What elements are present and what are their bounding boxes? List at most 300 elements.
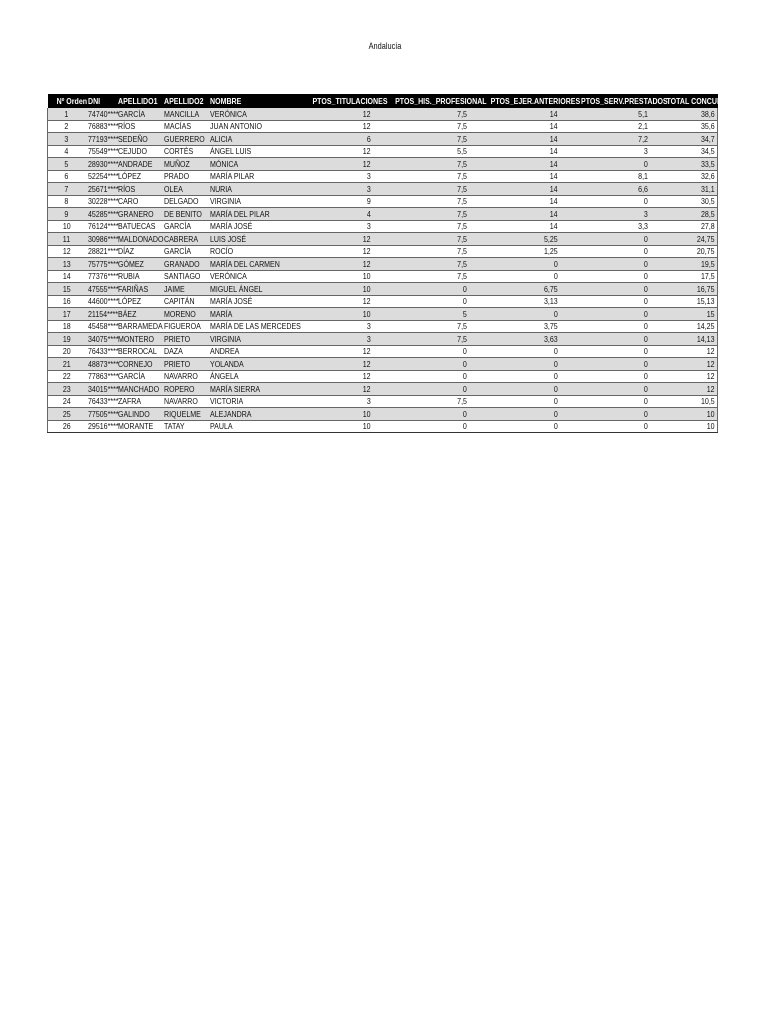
cell-ptos-serv-prestados: 0 (560, 395, 650, 408)
table-row (48, 320, 718, 333)
cell-total-concurso: 30,5 (650, 195, 718, 208)
cell-apellido1: MANCHADO (116, 383, 162, 396)
cell-orden: 5 (48, 158, 86, 171)
cell-apellido1: RÍOS (116, 183, 162, 196)
table-row (48, 108, 718, 120)
cell-apellido2: PRADO (162, 170, 208, 183)
cell-ptos-his-profesional: 7,5 (373, 208, 469, 221)
cell-ptos-ejer-anteriores: 14 (469, 133, 560, 146)
table-row (48, 420, 718, 433)
cell-nombre: MARÍA JOSÉ (208, 220, 294, 233)
cell-ptos-serv-prestados: 0 (560, 158, 650, 171)
table-row (48, 158, 718, 171)
cell-nombre: YOLANDA (208, 358, 294, 371)
cell-nombre: VICTORIA (208, 395, 294, 408)
cell-ptos-his-profesional: 7,5 (373, 245, 469, 258)
cell-ptos-serv-prestados: 2,1 (560, 120, 650, 133)
cell-nombre: VIRGINIA (208, 195, 294, 208)
cell-dni: 75775**** (87, 258, 119, 269)
cell-dni: 77505**** (87, 408, 119, 419)
cell-apellido1: BÁEZ (116, 308, 162, 321)
table-row (48, 408, 718, 421)
cell-ptos-serv-prestados: 0 (560, 308, 650, 321)
cell-orden: 18 (48, 320, 86, 333)
cell-apellido2: PRIETO (162, 333, 208, 346)
cell-apellido1: GALINDO (116, 408, 162, 421)
cell-apellido2: GRANADO (162, 258, 208, 271)
table-row (48, 233, 718, 246)
cell-ptos-titulaciones: 12 (294, 295, 373, 308)
cell-nombre: ALICIA (208, 133, 294, 146)
cell-orden: 4 (48, 145, 86, 158)
cell-total-concurso: 12 (650, 345, 718, 358)
cell-nombre: NURIA (208, 183, 294, 196)
table-row (48, 245, 718, 258)
cell-ptos-ejer-anteriores: 0 (469, 370, 560, 383)
cell-total-concurso: 14,13 (650, 333, 718, 346)
cell-apellido1: ZAFRA (116, 395, 162, 408)
cell-ptos-ejer-anteriores: 14 (469, 120, 560, 133)
cell-ptos-titulaciones: 9 (294, 195, 373, 208)
cell-total-concurso: 33,5 (650, 158, 718, 171)
cell-apellido2: FIGUEROA (162, 320, 208, 333)
cell-ptos-ejer-anteriores: 14 (469, 195, 560, 208)
cell-ptos-titulaciones: 12 (294, 108, 373, 120)
cell-apellido1: GRANERO (116, 208, 162, 221)
cell-ptos-his-profesional: 7,5 (373, 220, 469, 233)
cell-ptos-serv-prestados: 0 (560, 245, 650, 258)
cell-apellido2: OLEA (162, 183, 208, 196)
cell-orden: 12 (48, 245, 86, 258)
cell-dni: 28930**** (87, 158, 119, 169)
cell-ptos-titulaciones: 3 (294, 395, 373, 408)
cell-ptos-serv-prestados: 3,3 (560, 220, 650, 233)
cell-dni: 77376**** (87, 271, 119, 282)
cell-dni: 28821**** (87, 246, 119, 257)
cell-nombre: MARÍA SIERRA (208, 383, 294, 396)
cell-total-concurso: 17,5 (650, 270, 718, 283)
table-row (48, 308, 718, 321)
cell-dni: 47555**** (87, 283, 119, 294)
table-header-row (48, 94, 718, 108)
cell-apellido1: MORANTE (116, 420, 162, 433)
header-total-concurso: TOTAL CONCURSO (650, 94, 718, 108)
cell-dni: 34075**** (87, 333, 119, 344)
cell-orden: 20 (48, 345, 86, 358)
cell-dni: 76433**** (87, 346, 119, 357)
cell-ptos-serv-prestados: 0 (560, 195, 650, 208)
table-row (48, 383, 718, 396)
cell-ptos-his-profesional: 0 (373, 358, 469, 371)
cell-apellido2: JAIME (162, 283, 208, 296)
header-ptos-ejer-anteriores: PTOS_EJER.ANTERIORES (469, 94, 560, 108)
cell-ptos-serv-prestados: 5,1 (560, 108, 650, 120)
cell-orden: 10 (48, 220, 86, 233)
cell-ptos-titulaciones: 3 (294, 333, 373, 346)
header-ptos-titulaciones: PTOS_TITULACIONES (294, 94, 373, 108)
cell-apellido1: MALDONADO (117, 233, 163, 244)
cell-ptos-serv-prestados: 7,2 (560, 133, 650, 146)
cell-ptos-titulaciones: 12 (294, 120, 373, 133)
cell-orden: 8 (48, 195, 86, 208)
cell-ptos-ejer-anteriores: 14 (469, 208, 560, 221)
cell-total-concurso: 31,1 (650, 183, 718, 196)
cell-dni: 77863**** (87, 371, 119, 382)
cell-ptos-ejer-anteriores: 0 (469, 395, 560, 408)
cell-orden: 25 (48, 408, 86, 421)
cell-ptos-his-profesional: 7,5 (373, 183, 469, 196)
cell-orden: 11 (48, 233, 86, 246)
cell-ptos-ejer-anteriores: 3,13 (469, 295, 560, 308)
cell-orden: 9 (48, 208, 86, 221)
cell-total-concurso: 14,25 (650, 320, 718, 333)
cell-orden: 13 (48, 258, 86, 271)
cell-ptos-his-profesional: 7,5 (373, 233, 469, 246)
table-row (48, 345, 718, 358)
cell-ptos-his-profesional: 5,5 (373, 145, 469, 158)
cell-ptos-his-profesional: 7,5 (373, 133, 469, 146)
cell-nombre: MIGUEL ÁNGEL (208, 283, 294, 296)
cell-nombre: MARÍA DE LAS MERCEDES (209, 321, 301, 332)
cell-nombre: ÁNGEL LUIS (208, 145, 294, 158)
cell-total-concurso: 10 (650, 408, 718, 421)
cell-total-concurso: 38,6 (650, 108, 718, 120)
cell-nombre: MARÍA PILAR (208, 170, 294, 183)
cell-ptos-ejer-anteriores: 14 (469, 145, 560, 158)
cell-dni: 48873**** (87, 358, 119, 369)
cell-apellido1: CEJUDO (116, 145, 162, 158)
cell-dni: 75549**** (87, 146, 119, 157)
table-row (48, 220, 718, 233)
cell-ptos-his-profesional: 0 (373, 420, 469, 433)
cell-apellido1: GARCÍA (116, 370, 162, 383)
cell-total-concurso: 24,75 (650, 233, 718, 246)
cell-apellido2: CAPITÁN (162, 295, 208, 308)
cell-nombre: MARÍA DEL CARMEN (208, 258, 294, 271)
cell-nombre: JUAN ANTONIO (208, 120, 294, 133)
cell-ptos-his-profesional: 7,5 (373, 333, 469, 346)
cell-total-concurso: 32,6 (650, 170, 718, 183)
cell-dni: 74740**** (87, 108, 119, 119)
cell-ptos-ejer-anteriores: 3,75 (469, 320, 560, 333)
header-apellido2: APELLIDO2 (162, 94, 208, 108)
cell-total-concurso: 12 (650, 370, 718, 383)
cell-apellido1: RÍOS (116, 120, 162, 133)
cell-nombre: ROCÍO (208, 245, 294, 258)
cell-dni: 76433**** (87, 396, 119, 407)
table-row (48, 258, 718, 271)
cell-ptos-ejer-anteriores: 0 (469, 308, 560, 321)
cell-ptos-titulaciones: 3 (294, 183, 373, 196)
cell-ptos-serv-prestados: 0 (560, 333, 650, 346)
cell-total-concurso: 35,6 (650, 120, 718, 133)
cell-ptos-ejer-anteriores: 14 (469, 158, 560, 171)
cell-apellido1: CORNEJO (116, 358, 162, 371)
cell-dni: 21154**** (87, 308, 118, 319)
cell-ptos-titulaciones: 3 (294, 170, 373, 183)
cell-apellido2: GARCÍA (162, 220, 208, 233)
cell-ptos-titulaciones: 4 (294, 208, 373, 221)
cell-orden: 24 (48, 395, 86, 408)
cell-ptos-titulaciones: 12 (294, 145, 373, 158)
cell-ptos-serv-prestados: 0 (560, 270, 650, 283)
table-row (48, 120, 718, 133)
cell-apellido1: BARRAMEDA (117, 321, 163, 332)
cell-ptos-serv-prestados: 0 (560, 258, 650, 271)
cell-apellido1: DÍAZ (116, 245, 162, 258)
cell-ptos-his-profesional: 7,5 (373, 170, 469, 183)
cell-apellido1: ANDRADE (116, 158, 162, 171)
cell-ptos-titulaciones: 10 (294, 270, 373, 283)
cell-apellido1: RUBIA (116, 270, 162, 283)
cell-orden: 26 (48, 420, 86, 433)
cell-ptos-ejer-anteriores: 0 (469, 383, 560, 396)
cell-ptos-ejer-anteriores: 14 (469, 220, 560, 233)
table-row (48, 333, 718, 346)
cell-ptos-his-profesional: 7,5 (373, 395, 469, 408)
cell-ptos-titulaciones: 10 (294, 308, 373, 321)
results-table (47, 94, 732, 433)
cell-nombre: VERÓNICA (208, 108, 294, 120)
cell-ptos-titulaciones: 3 (294, 220, 373, 233)
cell-ptos-titulaciones: 12 (294, 233, 373, 246)
cell-apellido1: FARIÑAS (116, 283, 162, 296)
cell-ptos-ejer-anteriores: 1,25 (469, 245, 560, 258)
cell-ptos-ejer-anteriores: 0 (469, 420, 560, 433)
cell-ptos-titulaciones: 12 (294, 245, 373, 258)
cell-apellido2: MACÍAS (162, 120, 208, 133)
cell-apellido2: DE BENITO (162, 208, 208, 221)
cell-ptos-his-profesional: 7,5 (373, 158, 469, 171)
page-title: Andalucía (368, 41, 402, 51)
cell-orden: 19 (48, 333, 86, 346)
cell-ptos-serv-prestados: 0 (560, 295, 650, 308)
cell-ptos-serv-prestados: 0 (560, 283, 650, 296)
cell-ptos-serv-prestados: 3 (560, 208, 650, 221)
cell-apellido2: GUERRERO (162, 133, 208, 146)
cell-nombre: MARÍA (208, 308, 294, 321)
cell-apellido2: ROPERO (162, 383, 208, 396)
cell-ptos-titulaciones: 12 (294, 383, 373, 396)
cell-apellido1: LÓPEZ (116, 170, 162, 183)
table-row (48, 358, 718, 371)
cell-ptos-titulaciones: 12 (294, 345, 373, 358)
cell-ptos-ejer-anteriores: 6,75 (469, 283, 560, 296)
cell-ptos-his-profesional: 7,5 (373, 120, 469, 133)
cell-orden: 3 (48, 133, 86, 146)
cell-ptos-serv-prestados: 0 (560, 383, 650, 396)
cell-ptos-his-profesional: 7,5 (373, 320, 469, 333)
table-row (48, 183, 718, 196)
table-row (48, 170, 718, 183)
cell-total-concurso: 16,75 (650, 283, 718, 296)
cell-ptos-serv-prestados: 0 (560, 320, 650, 333)
cell-apellido2: MORENO (162, 308, 208, 321)
header-dni: DNI (86, 94, 116, 108)
cell-total-concurso: 34,5 (650, 145, 718, 158)
cell-ptos-his-profesional: 5 (373, 308, 469, 321)
cell-orden: 2 (48, 120, 86, 133)
cell-total-concurso: 34,7 (650, 133, 718, 146)
cell-total-concurso: 15 (650, 308, 718, 321)
cell-apellido2: MANCILLA (162, 108, 208, 120)
cell-dni: 29516**** (87, 421, 119, 432)
table-row (48, 270, 718, 283)
cell-apellido2: CORTÉS (162, 145, 208, 158)
cell-ptos-his-profesional: 0 (373, 370, 469, 383)
cell-ptos-ejer-anteriores: 0 (469, 270, 560, 283)
cell-apellido1: BERROCAL (116, 345, 162, 358)
cell-ptos-titulaciones: 12 (294, 158, 373, 171)
cell-ptos-serv-prestados: 0 (560, 420, 650, 433)
table-body (48, 108, 718, 433)
cell-dni: 76124**** (87, 221, 119, 232)
cell-total-concurso: 20,75 (650, 245, 718, 258)
header-orden: Nº Orden (48, 94, 86, 108)
cell-ptos-his-profesional: 0 (373, 408, 469, 421)
cell-total-concurso: 27,8 (650, 220, 718, 233)
header-ptos-his-profesional: PTOS_HIS._PROFESIONAL (373, 94, 469, 108)
cell-orden: 1 (48, 108, 86, 120)
cell-apellido2: DAZA (162, 345, 208, 358)
cell-ptos-serv-prestados: 0 (560, 370, 650, 383)
cell-orden: 17 (48, 308, 86, 321)
cell-apellido2: NAVARRO (162, 370, 208, 383)
cell-ptos-his-profesional: 0 (373, 283, 469, 296)
cell-ptos-his-profesional: 0 (373, 383, 469, 396)
cell-ptos-serv-prestados: 0 (560, 233, 650, 246)
cell-apellido1: MONTERO (116, 333, 162, 346)
cell-apellido2: PRIETO (162, 358, 208, 371)
cell-apellido2: NAVARRO (162, 395, 208, 408)
cell-nombre: VERÓNICA (208, 270, 294, 283)
cell-ptos-titulaciones: 10 (294, 283, 373, 296)
cell-ptos-his-profesional: 7,5 (373, 270, 469, 283)
cell-ptos-ejer-anteriores: 3,63 (469, 333, 560, 346)
table-row (48, 295, 718, 308)
cell-ptos-titulaciones: 12 (294, 258, 373, 271)
cell-nombre: PAULA (208, 420, 294, 433)
cell-apellido1: GÓMEZ (116, 258, 162, 271)
cell-orden: 23 (48, 383, 86, 396)
cell-apellido2: DELGADO (162, 195, 208, 208)
cell-orden: 15 (48, 283, 86, 296)
cell-ptos-titulaciones: 6 (294, 133, 373, 146)
cell-dni: 25671**** (87, 183, 119, 194)
cell-dni: 45285**** (87, 208, 119, 219)
cell-nombre: LUIS JOSÉ (208, 233, 294, 246)
cell-orden: 7 (48, 183, 86, 196)
table-row (48, 145, 718, 158)
cell-orden: 16 (48, 295, 86, 308)
header-ptos-serv-prestados: PTOS_SERV.PRESTADOS (560, 94, 650, 108)
cell-ptos-his-profesional: 0 (373, 345, 469, 358)
cell-ptos-titulaciones: 10 (294, 408, 373, 421)
cell-ptos-serv-prestados: 3 (560, 145, 650, 158)
cell-ptos-serv-prestados: 0 (560, 358, 650, 371)
cell-dni: 77193**** (87, 133, 119, 144)
cell-ptos-titulaciones: 3 (294, 320, 373, 333)
cell-apellido1: LÓPEZ (116, 295, 162, 308)
cell-ptos-ejer-anteriores: 0 (469, 358, 560, 371)
cell-nombre: ALEJANDRA (208, 408, 294, 421)
cell-ptos-serv-prestados: 6,6 (560, 183, 650, 196)
cell-total-concurso: 12 (650, 383, 718, 396)
cell-ptos-ejer-anteriores: 0 (469, 408, 560, 421)
cell-apellido2: CABRERA (162, 233, 208, 246)
cell-dni: 76883**** (87, 121, 119, 132)
table-row (48, 208, 718, 221)
cell-ptos-ejer-anteriores: 14 (469, 108, 560, 120)
cell-ptos-his-profesional: 7,5 (373, 108, 469, 120)
cell-ptos-ejer-anteriores: 14 (469, 183, 560, 196)
cell-ptos-ejer-anteriores: 14 (469, 170, 560, 183)
cell-ptos-ejer-anteriores: 5,25 (469, 233, 560, 246)
cell-ptos-his-profesional: 0 (373, 295, 469, 308)
header-nombre: NOMBRE (208, 94, 294, 108)
cell-total-concurso: 28,5 (650, 208, 718, 221)
cell-orden: 6 (48, 170, 86, 183)
cell-dni: 45458**** (87, 321, 119, 332)
cell-apellido2: GARCÍA (162, 245, 208, 258)
table-row (48, 195, 718, 208)
cell-ptos-ejer-anteriores: 0 (469, 258, 560, 271)
cell-ptos-serv-prestados: 0 (560, 345, 650, 358)
cell-apellido2: MUÑOZ (162, 158, 208, 171)
table-row (48, 395, 718, 408)
header-apellido1: APELLIDO1 (116, 94, 162, 108)
cell-ptos-his-profesional: 7,5 (373, 195, 469, 208)
cell-nombre: MARÍA JOSÉ (208, 295, 294, 308)
cell-ptos-his-profesional: 7,5 (373, 258, 469, 271)
cell-ptos-serv-prestados: 0 (560, 408, 650, 421)
cell-orden: 21 (48, 358, 86, 371)
cell-ptos-titulaciones: 12 (294, 358, 373, 371)
cell-apellido1: GARCÍA (116, 108, 162, 120)
cell-apellido2: RIQUELME (162, 408, 208, 421)
cell-orden: 14 (48, 270, 86, 283)
table-row (48, 133, 718, 146)
cell-nombre: MARÍA DEL PILAR (208, 208, 294, 221)
table-row (48, 283, 718, 296)
cell-ptos-titulaciones: 10 (294, 420, 373, 433)
cell-total-concurso: 15,13 (650, 295, 718, 308)
cell-dni: 44600**** (87, 296, 119, 307)
cell-total-concurso: 19,5 (650, 258, 718, 271)
cell-nombre: ANDREA (208, 345, 294, 358)
cell-nombre: MÓNICA (208, 158, 294, 171)
cell-apellido2: TATAY (162, 420, 208, 433)
cell-dni: 34015**** (87, 383, 119, 394)
cell-apellido1: CARO (116, 195, 162, 208)
cell-apellido1: BATUECAS (116, 220, 162, 233)
cell-dni: 30986**** (87, 233, 119, 244)
cell-dni: 30228**** (87, 196, 119, 207)
cell-ptos-ejer-anteriores: 0 (469, 345, 560, 358)
cell-ptos-titulaciones: 12 (294, 370, 373, 383)
cell-total-concurso: 10 (650, 420, 718, 433)
cell-nombre: VIRGINIA (208, 333, 294, 346)
cell-total-concurso: 12 (650, 358, 718, 371)
cell-nombre: ÁNGELA (208, 370, 294, 383)
table-row (48, 370, 718, 383)
cell-dni: 52254**** (87, 171, 119, 182)
cell-apellido1: SEDEÑO (116, 133, 162, 146)
cell-total-concurso: 10,5 (650, 395, 718, 408)
cell-ptos-serv-prestados: 8,1 (560, 170, 650, 183)
cell-apellido2: SANTIAGO (162, 270, 208, 283)
cell-orden: 22 (48, 370, 86, 383)
